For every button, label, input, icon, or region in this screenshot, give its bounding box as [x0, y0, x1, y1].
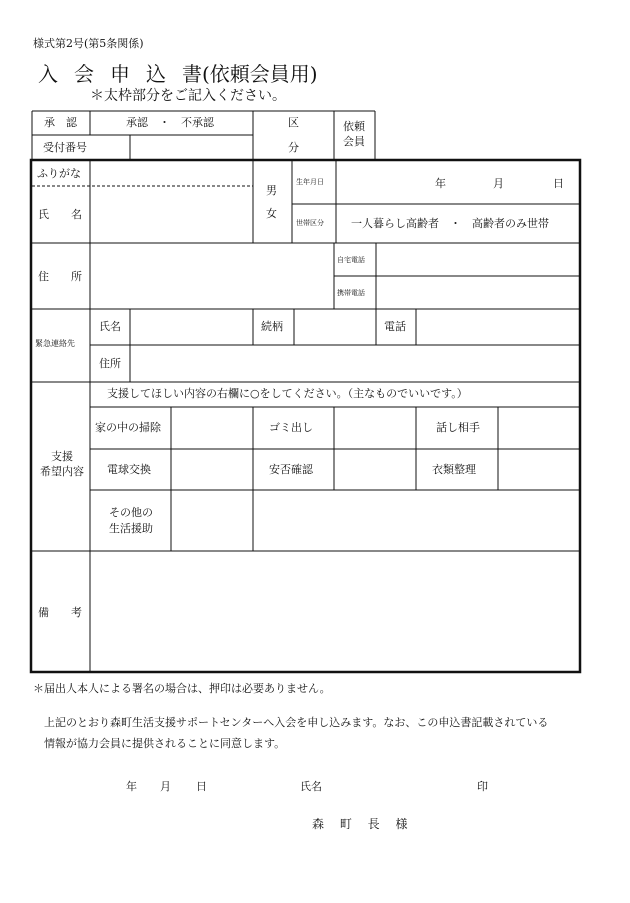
seal-mark: 印	[477, 780, 488, 793]
title-char: 会	[74, 62, 94, 86]
support-item: ゴミ出し	[269, 421, 313, 434]
sex-female[interactable]: 女	[266, 207, 277, 220]
date-day: 日	[196, 780, 207, 793]
form-number: 様式第2号(第5条関係)	[33, 37, 144, 50]
date-year: 年	[126, 780, 137, 793]
emergency-name-label: 氏名	[99, 320, 121, 333]
declaration-line: 上記のとおり森町生活支援サポートセンターへ入会を申し込みます。なお、この申込書記載されている	[44, 716, 549, 729]
addressee: 森 町 長 様	[312, 817, 414, 831]
district-label: 区	[288, 116, 299, 129]
dob-month: 月	[493, 177, 504, 190]
emergency-phone-label: 電話	[384, 320, 406, 333]
emergency-address-label: 住所	[99, 357, 121, 370]
title-char: 込	[146, 62, 166, 86]
support-item: 電球交換	[107, 463, 151, 476]
name-label: 氏 名	[38, 208, 82, 221]
approval-label: 承 認	[44, 116, 77, 129]
support-item: 話し相手	[436, 421, 480, 434]
member-type-label: 依頼	[343, 120, 365, 133]
furigana-label: ふりがな	[37, 167, 81, 180]
approval-options[interactable]: 承認 ・ 不承認	[126, 116, 214, 129]
dob-year: 年	[435, 177, 446, 190]
support-other-2: 生活援助	[109, 522, 153, 535]
remarks-label: 備 考	[38, 606, 82, 619]
household-options[interactable]: 一人暮らし高齢者 ・ 高齢者のみ世帯	[351, 217, 549, 230]
support-item: 家の中の掃除	[95, 421, 161, 434]
household-label: 世帯区分	[296, 219, 324, 227]
instruction: ＊太枠部分をご記入ください。	[90, 88, 286, 104]
dob-day: 日	[553, 177, 564, 190]
member-type-label-2: 会員	[343, 135, 365, 148]
title-char: 入	[38, 62, 58, 86]
date-month: 月	[160, 780, 171, 793]
district-label-2: 分	[288, 141, 299, 154]
support-other: その他の	[109, 506, 153, 519]
relation-label: 続柄	[261, 320, 283, 333]
declaration	[44, 713, 604, 755]
seal-note: ＊届出人本人による署名の場合は、押印は必要ありません。	[33, 682, 331, 695]
emergency-contact-label: 緊急連絡先	[35, 339, 75, 348]
support-instruction: 支援してほしい内容の右欄に○をしてください。（主なものでいいです。）	[107, 387, 468, 400]
home-phone-label: 自宅電話	[337, 256, 365, 264]
mobile-phone-label: 携帯電話	[337, 289, 365, 297]
title-char: 書(依頼会員用)	[182, 62, 318, 86]
support-item: 衣類整理	[432, 463, 476, 476]
declaration-line: 情報が協力会員に提供されることに同意します。	[44, 736, 286, 750]
dob-label: 生年月日	[296, 178, 324, 186]
address-label: 住 所	[38, 270, 82, 283]
sex-male[interactable]: 男	[266, 184, 277, 197]
receipt-number-label: 受付番号	[43, 141, 87, 154]
support-label: 支援	[51, 450, 73, 463]
support-item: 安否確認	[269, 463, 313, 476]
title-char: 申	[110, 62, 130, 86]
sign-name-label: 氏名	[300, 780, 322, 793]
support-label-2: 希望内容	[40, 465, 84, 478]
